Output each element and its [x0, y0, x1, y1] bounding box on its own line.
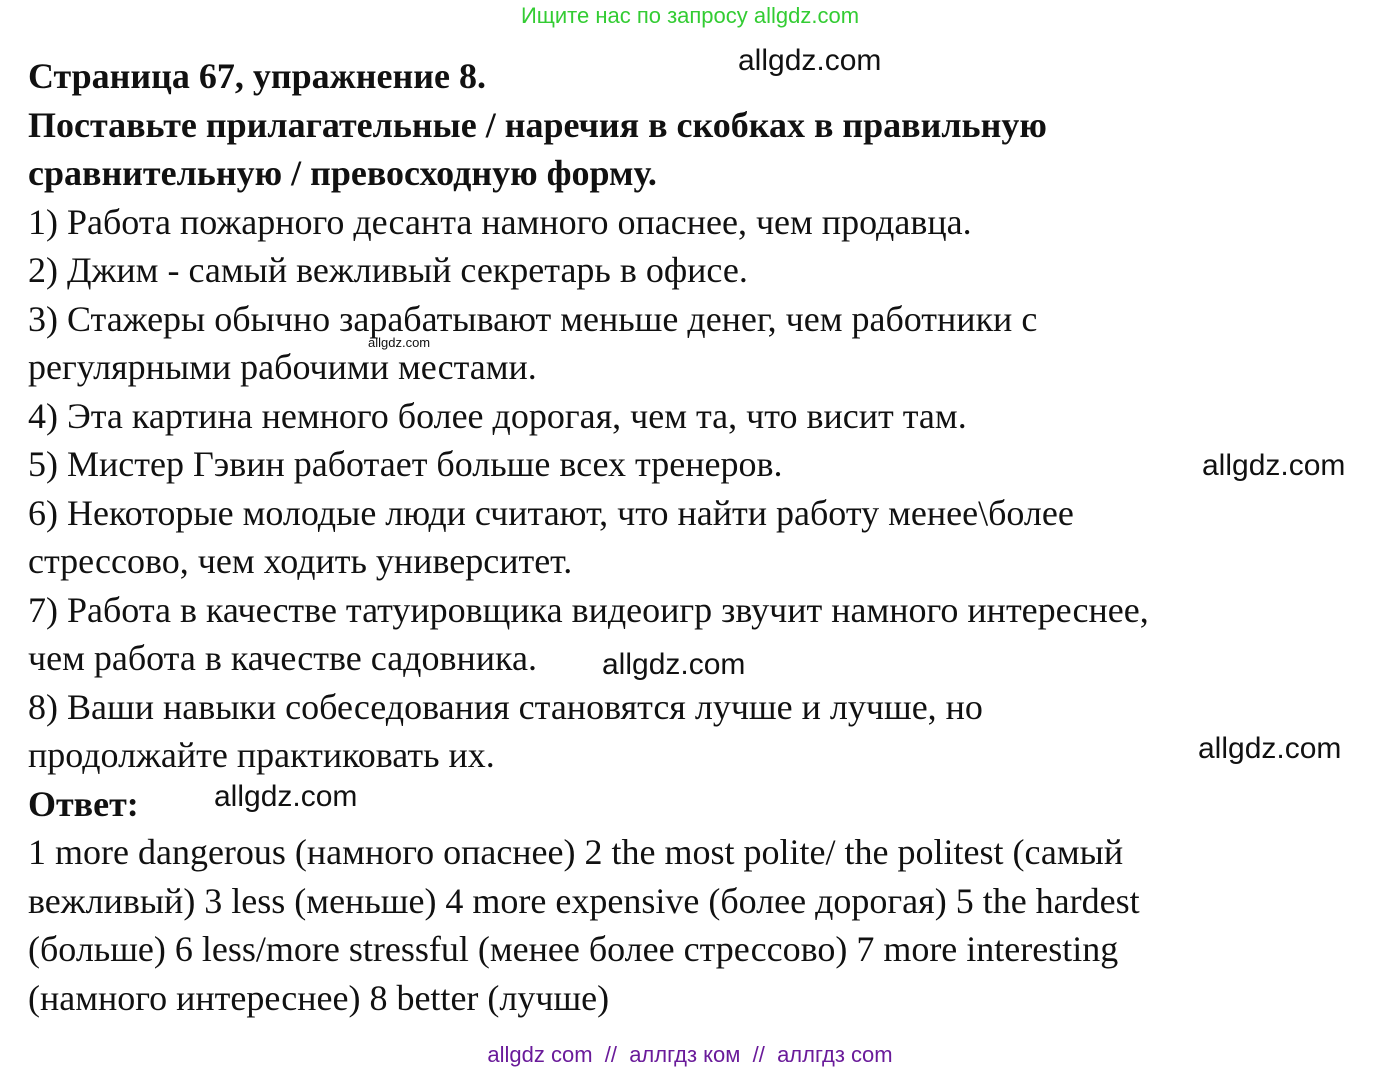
answer-label: Ответ:: [28, 783, 139, 824]
answer-line: (больше) 6 less/more stressful (менее более стрессово) 7 more interesting: [28, 929, 1119, 969]
top-banner: Ищите нас по запросу allgdz.com: [520, 3, 860, 28]
exercise-line: чем работа в качестве садовника.: [28, 638, 537, 678]
answer-line: 1 more dangerous (намного опаснее) 2 the most polite/ the politest (самый: [28, 832, 1124, 872]
task-instruction-line-1: Поставьте прилагательные / наречия в скобках в правильную: [28, 104, 1047, 145]
footer-watermark: [0, 1042, 1380, 1068]
watermark: allgdz.com: [368, 335, 431, 350]
answer-line: вежливый) 3 less (меньше) 4 more expensive (более дорогая) 5 the hardest: [28, 880, 1140, 921]
exercise-line: 3) Стажеры обычно зарабатывают меньше денег, чем работники с: [28, 298, 1038, 339]
exercise-line: 1) Работа пожарного десанта намного опаснее, чем продавца.: [28, 201, 972, 242]
exercise-line: 6) Некоторые молодые люди считают, что найти работу менее\более: [28, 492, 1074, 533]
exercise-line: стрессово, чем ходить университет.: [28, 541, 573, 581]
exercise-content: [28, 52, 1348, 1022]
exercise-line: 4) Эта картина немного более дорогая, чем та, что висит там.: [28, 395, 967, 436]
exercise-line: продолжайте практиковать их.: [28, 735, 495, 775]
watermark: allgdz.com: [1198, 732, 1342, 765]
watermark: allgdz.com: [602, 648, 746, 681]
exercise-line: 8) Ваши навыки собеседования становятся лучше и лучше, но: [28, 686, 983, 727]
exercise-line: 5) Мистер Гэвин работает больше всех тренеров.: [28, 444, 783, 484]
exercise-line: 2) Джим - самый вежливый секретарь в офисе.: [28, 250, 748, 290]
page-title: Страница 67, упражнение 8.: [28, 56, 486, 96]
task-instruction-line-2: сравнительную / превосходную форму.: [28, 153, 657, 193]
answer-line: (намного интереснее) 8 better (лучше): [28, 977, 610, 1018]
watermark: allgdz.com: [1202, 449, 1346, 482]
exercise-line: 7) Работа в качестве татуировщика видеоигр звучит намного интереснее,: [28, 589, 1149, 630]
watermark: allgdz.com: [214, 780, 358, 813]
exercise-line: регулярными рабочими местами.: [28, 347, 537, 387]
footer-text: allgdz com // аллгдз ком // аллгдз com: [487, 1042, 893, 1067]
watermark: allgdz.com: [738, 44, 882, 77]
